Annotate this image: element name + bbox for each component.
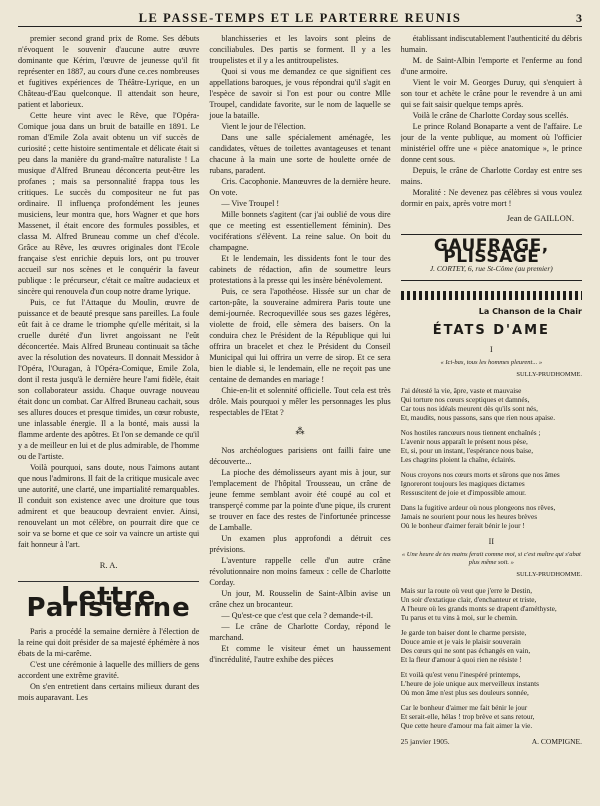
lettre-paragraph: Le prince Roland Bonaparte a vent de l'affaire. Le jour de la vente publique, au moment où l'officier ministériel offre une « pièce anatomique », le prince donne cent sous. <box>400 122 582 164</box>
poem-line: L'heure de joie unique aux merveilleux instants <box>400 679 539 688</box>
column-2 <box>209 33 390 803</box>
lettre-paragraph: Nos archéologues parisiens ont failli faire une découverte... <box>209 446 391 466</box>
lettre-paragraph: Vient le voir M. Georges Duruy, qui s'enquiert à son tour et achète le crâne pour le revendre à un ami qui se fait saisir quelque temps après. <box>400 78 582 109</box>
poem-line: Tu parus et tu vins à moi, sur le chemin. <box>400 613 518 622</box>
lettre-paragraph: Vient le jour de l'élection. <box>221 122 306 131</box>
poem-line: Que cette heure d'amour ma fait aimer la vie. <box>400 721 533 730</box>
poem-line: Et, maudits, nous passons, sans que rien nous apaise. <box>400 413 556 422</box>
lettre-paragraph: Et comme le visiteur émet un haussement d'incrédulité, l'autre exhibe des pièces <box>209 644 391 664</box>
lettre-paragraph: blanchisseries et les lavoirs sont pleins de conciliabules. Des partis se forment. Il y a les troupelistes et il y a les antitroupelistes. <box>209 34 391 65</box>
poem-part-number: II <box>488 537 494 546</box>
poem-line: Et serait-elle, hélas ! trop brève et sans retour, <box>400 712 535 721</box>
lettre-paragraph: Chie-en-lit et solennité officielle. Tout cela est très drôle. Mais pourquoi y mêler les personnages les plus respectables de l'Etat ? <box>209 386 391 417</box>
poem-line: J'ai détesté la vie, âpre, vaste et mauvaise <box>400 386 522 395</box>
lettre-paragraph: C'est une cérémonie à laquelle des milliers de gens accordent une extrême gravité. <box>18 660 200 680</box>
epigraph-source: SULLY-PRUDHOMME. <box>516 371 582 378</box>
poem-line: Où mon âme n'est plus ses douleurs sonnée, <box>400 688 529 697</box>
page-number: 3 <box>576 11 582 25</box>
lettre-paragraph: Moralité : Ne devenez pas célèbres si vous voulez dormir en paix, après votre mort ! <box>400 188 582 208</box>
newspaper-title: LE PASSE-TEMPS ET LE PARTERRE REUNIS <box>138 11 462 25</box>
lettre-paragraph: — Qu'est-ce que c'est que cela ? demande-t-il. <box>221 611 373 620</box>
lettre-signature: Jean de GAILLON. <box>506 213 574 223</box>
poem-line: Je garde ton baiser dont le charme persiste, <box>400 628 527 637</box>
article-paragraph: Cette heure vint avec le Rêve, que l'Opéra-Comique joua dans un bruit de bataille en 1891. Le roman d'Emile Zola avait obtenu un vif succès de curiosité ; cette histoire sentimentale et délicate était si peu dans la manière du grand-maître naturaliste ! La musique d'Alfred Bruneau déconcerta peut-être les profanes ; mais sa personnalité frappa tous les critiques. Le succès du compositeur ne fut pas ordinaire. Il influença profondément les jeunes musiciens, leur montra que, hors Wagner et que hors Massenet, il était encore des formules possibles, et classa M. Alfred Bruneau comme un chef d'école. Grâce au Rêve, les œuvres originales dont l'Ecole française s'est enrichie depuis lors, ont pu trouver accueil sur nos scènes et le conquérir la faveur publique : le précurseur, c'était ce maître audacieux et sincère qui renouvela d'un coup notre drame lyrique. <box>18 111 200 296</box>
epigraph-source: SULLY-PRUDHOMME. <box>516 571 582 578</box>
lettre-paragraph: Mille bonnets s'agitent (car j'ai oublié de vous dire que ce meeting est essentiellement féminin). Des vociférations s'élèvent. La reine salue. On boit du champagne. <box>209 210 391 252</box>
poem-line: Où le bonheur d'aimer ferait bénir le jour ! <box>400 521 525 530</box>
column-1 <box>18 33 199 803</box>
poem-line: Ressuscitent de joie et d'impossible amour. <box>400 488 527 497</box>
column-3 <box>401 33 582 803</box>
poem-line: Mais sur la route où veut que j'erre le Destin, <box>400 586 533 595</box>
lettre-paragraph: Quoi si vous me demandez ce que signifient ces appellations baroques, je vous répondrai qu'il s'agit en l'espèce de savoir si l'on est pour ou contre Mlle Troupel, candidate favorite, sur le nom de laquelle se joue la bataille. <box>209 67 391 120</box>
poem-line: Nous croyons nos cœurs morts et sûrons que nos âmes <box>400 470 560 479</box>
lettre-paragraph: Puis, ce sera l'apothéose. Hissée sur un char de carton-pâte, la souveraine admirera Paris toute une demi-journée. Recroquevillée sous ses gazes légères, violette de froid, elle sèmera des baisers. On la conduira chez le Président de la République qui lui offrira un bracelet et chez le Président du Conseil Municipal qui lui offrira un verre de sirop. Et ce sera bien le diable si, le lendemain, elle ne reçoit pas une centaine de demandes en mariage ! <box>209 287 391 384</box>
advertisement-gaufrage <box>401 234 582 281</box>
poem-line: Douce amie et je vais le plaisir souverain <box>400 637 521 646</box>
lettre-paragraph: L'aventure rappelle celle d'un autre crâne révolutionnaire non moins fameux : celle de Charlotte Corday. <box>209 556 391 587</box>
poem-stanza <box>401 470 582 497</box>
poem-stanza <box>401 703 582 730</box>
poem-stanza <box>401 503 582 530</box>
poem-epigraph: « Une heure de tes mains ferait comme moi, si c'est maître qui s'abat plus même soit. » <box>401 551 581 566</box>
poem-line: Et, si, pour un instant, l'espérance nous baise, <box>400 446 534 455</box>
poem-part-2 <box>401 586 582 730</box>
poem-line: Un soir d'extatique clair, d'enchanteur et triste, <box>400 595 537 604</box>
poem-line: Ignoreront toujours les magiques dictames <box>400 479 525 488</box>
poem-author: A. COMPIGNE. <box>531 737 582 746</box>
ad-address: J. CORTEY, 6, rue St-Côme (au premier) <box>429 264 553 273</box>
poem-line: Nos hostiles rancœurs nous tiennent enchaînés ; <box>400 428 541 437</box>
lettre-paragraph: Un examen plus approfondi a détruit ces prévisions. <box>209 534 391 554</box>
section-title-lettre-parisienne: Lettre Parisienne <box>18 581 199 614</box>
poem-stanza <box>401 670 582 697</box>
poem-part-number: I <box>489 345 493 354</box>
lettre-paragraph: M. de Saint-Albin l'emporte et l'enferme au fond d'une armoire. <box>400 56 582 76</box>
lettre-paragraph: Et le lendemain, les dissidents font le tour des cabinets de rédaction, afin de soumettre leurs protestations à la presse qui les insère bénévolement. <box>209 254 391 285</box>
page-header <box>18 0 582 27</box>
poem-date: 25 janvier 1905. <box>400 737 450 746</box>
poem-epigraph: « Ici-bas, tous les hommes pleurent... » <box>440 359 543 366</box>
lettre-paragraph: Cris. Cacophonie. Manœuvres de la dernière heure. On vote. <box>209 177 391 197</box>
article-paragraph: Puis, ce fut l'Attaque du Moulin, œuvre de puissance et de beauté presque sans pareilles. La foule eût fait à ce drame le triomphe qu'elle méritait, si la cruelle durété d'un livret angoissant ne l'eût déconcertée. Mais Alfred Bruneau continuait sa tâche avec la résolution des novateurs. Il donnait Messidor à l'Opéra, l'Ouragan, à l'Opéra-Comique, Emile Zola, dont il resta jusqu'à le dernière heure l'ami fidèle, était son collaborateur assidu. Chaque ouvrage nouveau était donc un combat. Car Alfred Bruneau cachait, sous ses allures douces et presque timides, un cœur robuste, une inlassable énergie. Il a la bonté, mais aussi la flamme ardente des apôtres. Et l'on se demande ce qu'il y a de meilleur en lui et de plus admirable, de l'homme ou de l'artiste. <box>18 298 200 461</box>
article-paragraph: Voilà pourquoi, sans doute, nous l'aimons autant que nous l'admirons. Il fait de la critique musicale avec une autorité, une clarté, une impartialité remarquables. Il conduit son existence avec une droiture que tous admirent et que beaucoup devraient envier. Ainsi, renouvelant un mot célèbre, on pourrait dire que ce soir va se borne et que ce soir va vaincre un artiste qui fait honneur à l'art. <box>18 463 200 549</box>
lettre-paragraph: Voilà le crâne de Charlotte Corday sous scellés. <box>412 111 569 120</box>
article-signature: R. A. <box>99 560 118 570</box>
lettre-paragraph: Dans une salle spécialement aménagée, les candidates, vêtues de toilettes avantageuses et tenant chacune à la main une sorte de houlette ornée de rubans, paradent. <box>209 133 391 175</box>
poem-line: Et la fleur d'amour à quoi rien ne résiste ! <box>400 655 522 664</box>
poem-line: L'avenir nous apparaît le présent nous pèse, <box>400 437 528 446</box>
poem-line: Dans la fugitive ardeur où nous plongeons nos rêves, <box>400 503 556 512</box>
poem-line: Jamais ne sourient pour nous les heures brèves <box>400 512 538 521</box>
lettre-paragraph: — Le crâne de Charlotte Corday, répond le marchand. <box>209 622 391 642</box>
poem-part-1 <box>401 386 582 530</box>
poem-stanza <box>401 428 582 464</box>
poem-line: Les chagrins ploient la chaîne, éclairés. <box>400 455 516 464</box>
poem-title: ÉTATS D'AME <box>432 323 550 338</box>
lettre-paragraph: On s'en entretient dans certains milieux durant des mois auparavant. Les <box>18 682 200 702</box>
lettre-paragraph: Un jour, M. Rousselin de Saint-Albin avise un crâne chez un brocanteur. <box>209 589 391 609</box>
poem-line: Et voilà qu'est venu l'inespéré printemps, <box>400 670 521 679</box>
lettre-paragraph: La pioche des démolisseurs ayant mis à jour, sur l'emplacement de l'hôpital Trousseau, un crâne de jeune femme semblant avoir été coupé au col et transperçé comme par la pointe d'une pique, ils crurent se trouver en face des restes de l'infortunée princesse de Lamballe. <box>209 468 391 532</box>
poem-line: Des cœurs qui ne sont pas échangés en vain, <box>400 646 531 655</box>
poem-line: A l'heure où les grands monts se drapent d'améthyste, <box>400 604 557 613</box>
section-separator-stars: ⁂ <box>295 426 305 436</box>
poem-line: Car le bonheur d'aimer me fait bénir le jour <box>400 703 528 712</box>
music-keyboard-ornament <box>401 291 582 300</box>
poem-footer <box>401 736 582 747</box>
chanson-title: La Chanson de la Chair <box>478 307 582 316</box>
lettre-paragraph: Paris a procédé la semaine dernière à l'élection de la reine qui doit présider de sa majesté éphémère à nos ébats de la mi-carême. <box>18 627 200 658</box>
poem-line: Car tous nos idéals meurent dès qu'ils sont nés, <box>400 404 538 413</box>
poem-stanza <box>401 386 582 422</box>
poem-line: Qui torture nos cœurs sceptiques et damnés, <box>400 395 530 404</box>
lettre-paragraph: Depuis, le crâne de Charlotte Corday est entre ses mains. <box>400 166 582 186</box>
poem-stanza <box>401 628 582 664</box>
poem-stanza <box>401 586 582 622</box>
article-paragraph: premier second grand prix de Rome. Ses débuts n'évoquent le souvenir d'aucune autre œuvre dominante que Kérim, l'œuvre de jeunesse qu'il fit représenter en 1887, au cours d'une ce.ces nombreuses et fugitives expériences de Théâtre-Lyrique, en un Château-d'Eau quelconque. Il attendait son heure, patient et laborieux. <box>18 34 200 109</box>
lettre-paragraph: établissant indiscutablement l'authenticité du débris humain. <box>400 34 582 54</box>
ad-title: GAUFRAGE, PLISSAGE <box>433 236 549 267</box>
lettre-paragraph: — Vive Troupel ! <box>221 199 280 208</box>
